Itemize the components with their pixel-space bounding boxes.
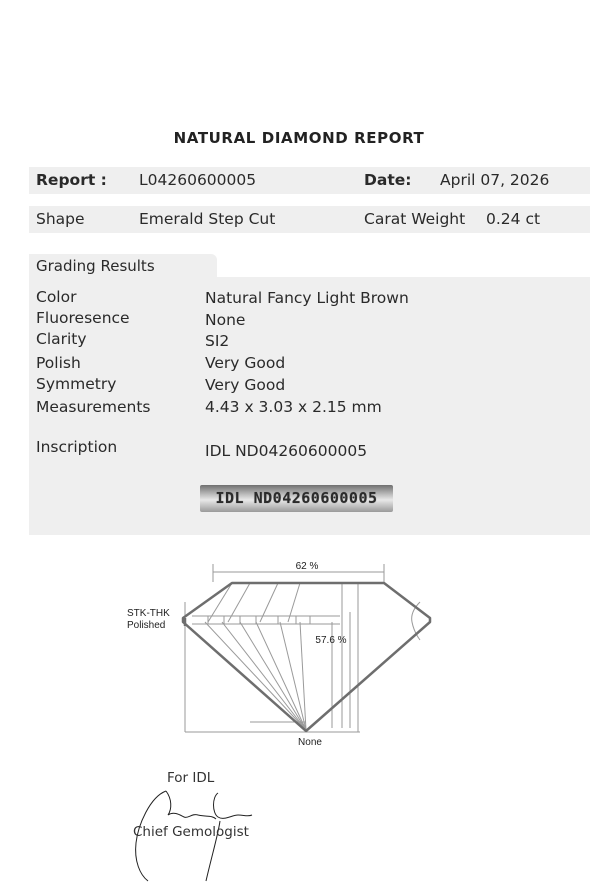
color-value: Natural Fancy Light Brown xyxy=(205,289,409,307)
measurements-label: Measurements xyxy=(36,398,151,416)
inscription-image-text: IDL ND04260600005 xyxy=(215,489,378,507)
depth-percent: 57.6 % xyxy=(315,635,347,646)
color-label: Color xyxy=(36,288,77,306)
fluorescence-label: Fluoresence xyxy=(36,309,130,327)
proportion-diagram xyxy=(110,552,440,752)
fluorescence-value: None xyxy=(205,311,246,329)
report-title: NATURAL DIAMOND REPORT xyxy=(173,129,425,147)
inscription-image xyxy=(200,485,393,512)
for-idl-label: For IDL xyxy=(167,770,215,786)
date-label: Date: xyxy=(364,171,412,189)
clarity-value: SI2 xyxy=(205,332,230,350)
gemologist-title: Chief Gemologist xyxy=(133,824,249,840)
symmetry-value: Very Good xyxy=(205,376,286,394)
grading-section-title: Grading Results xyxy=(29,254,217,280)
report-label: Report : xyxy=(36,171,107,189)
inscription-value: IDL ND04260600005 xyxy=(205,442,368,460)
clarity-label: Clarity xyxy=(36,330,87,348)
shape-value: Emerald Step Cut xyxy=(139,210,276,228)
symmetry-label: Symmetry xyxy=(36,375,117,393)
carat-label: Carat Weight xyxy=(364,210,466,228)
culet-value: None xyxy=(298,737,322,748)
date-value: April 07, 2026 xyxy=(440,171,550,189)
report-number: L04260600005 xyxy=(139,171,257,189)
inscription-label: Inscription xyxy=(36,438,118,456)
girdle-finish: Polished xyxy=(127,620,166,631)
polish-label: Polish xyxy=(36,354,81,372)
table-percent: 62 % xyxy=(295,561,319,572)
polish-value: Very Good xyxy=(205,354,286,372)
carat-value: 0.24 ct xyxy=(486,210,541,228)
girdle-thickness: STK-THK xyxy=(127,608,170,619)
shape-label: Shape xyxy=(36,210,85,228)
measurements-value: 4.43 x 3.03 x 2.15 mm xyxy=(205,398,382,416)
